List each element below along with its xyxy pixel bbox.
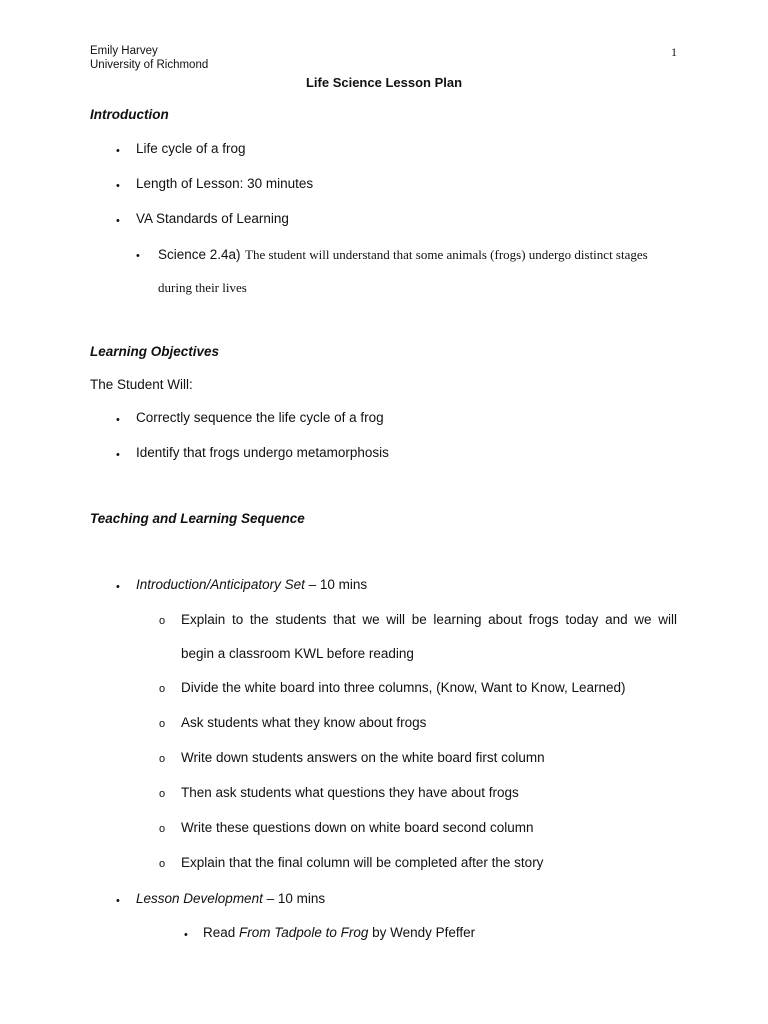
development-label: Lesson Development <box>136 891 263 906</box>
section-heading-introduction: Introduction <box>90 107 169 122</box>
bullet-glyph: • <box>116 895 120 907</box>
institution-name: University of Richmond <box>90 59 209 71</box>
reading-prefix: Read <box>203 925 240 940</box>
sub-bullet-glyph: o <box>159 858 166 870</box>
bullet-glyph: • <box>116 449 120 461</box>
intro-step: Explain that the final column will be completed after the story <box>181 855 544 870</box>
bullet-glyph: • <box>184 929 188 941</box>
objective-item: Identify that frogs undergo metamorphosis <box>136 445 389 460</box>
objectives-lead: The Student Will: <box>90 377 193 392</box>
intro-set-label: Introduction/Anticipatory Set <box>136 577 305 592</box>
intro-step: Write these questions down on white board second column <box>181 820 534 835</box>
bullet-glyph: • <box>116 215 120 227</box>
development-heading <box>136 891 325 906</box>
sub-bullet-glyph: o <box>159 683 166 695</box>
intro-step: Write down students answers on the white board first column <box>181 750 545 765</box>
section-heading-sequence: Teaching and Learning Sequence <box>90 511 305 526</box>
intro-set-duration: – 10 mins <box>304 577 368 592</box>
standard-line-2: during their lives <box>158 280 247 295</box>
sub-bullet-glyph: o <box>159 753 166 765</box>
reading-item <box>203 925 475 940</box>
sub-bullet-glyph: o <box>159 788 166 800</box>
book-author: by Wendy Pfeffer <box>368 925 476 940</box>
sub-bullet-glyph: o <box>159 823 166 835</box>
objective-item: Correctly sequence the life cycle of a frog <box>136 410 384 425</box>
intro-set-heading <box>136 577 367 592</box>
bullet-glyph: • <box>116 180 120 192</box>
development-duration: – 10 mins <box>262 891 326 906</box>
sub-bullet-glyph: o <box>159 615 166 627</box>
standard-line-1 <box>158 246 648 264</box>
section-heading-objectives: Learning Objectives <box>90 344 220 359</box>
book-title: From Tadpole to Frog <box>239 925 369 940</box>
intro-step: Divide the white board into three columns, (Know, Want to Know, Learned) <box>181 680 626 695</box>
intro-step: Ask students what they know about frogs <box>181 715 427 730</box>
bullet-glyph: • <box>116 581 120 593</box>
intro-item-length: Length of Lesson: 30 minutes <box>136 176 314 191</box>
page-number: 1 <box>671 45 677 59</box>
standard-label: Science 2.4a) <box>158 247 241 262</box>
sub-bullet-glyph: o <box>159 718 166 730</box>
intro-step-continued: begin a classroom KWL before reading <box>181 646 414 661</box>
bullet-glyph: • <box>116 145 120 157</box>
intro-step: Then ask students what questions they have about frogs <box>181 785 519 800</box>
intro-item-topic: Life cycle of a frog <box>136 141 246 156</box>
standard-text: The student will understand that some animals (frogs) undergo distinct stages <box>245 247 648 262</box>
intro-item-standards: VA Standards of Learning <box>136 211 289 226</box>
bullet-glyph: • <box>116 414 120 426</box>
document-title: Life Science Lesson Plan <box>305 75 463 90</box>
intro-step: Explain to the students that we will be learning about frogs today and we will <box>181 612 677 627</box>
bullet-glyph: • <box>136 250 140 262</box>
author-name: Emily Harvey <box>90 45 158 57</box>
